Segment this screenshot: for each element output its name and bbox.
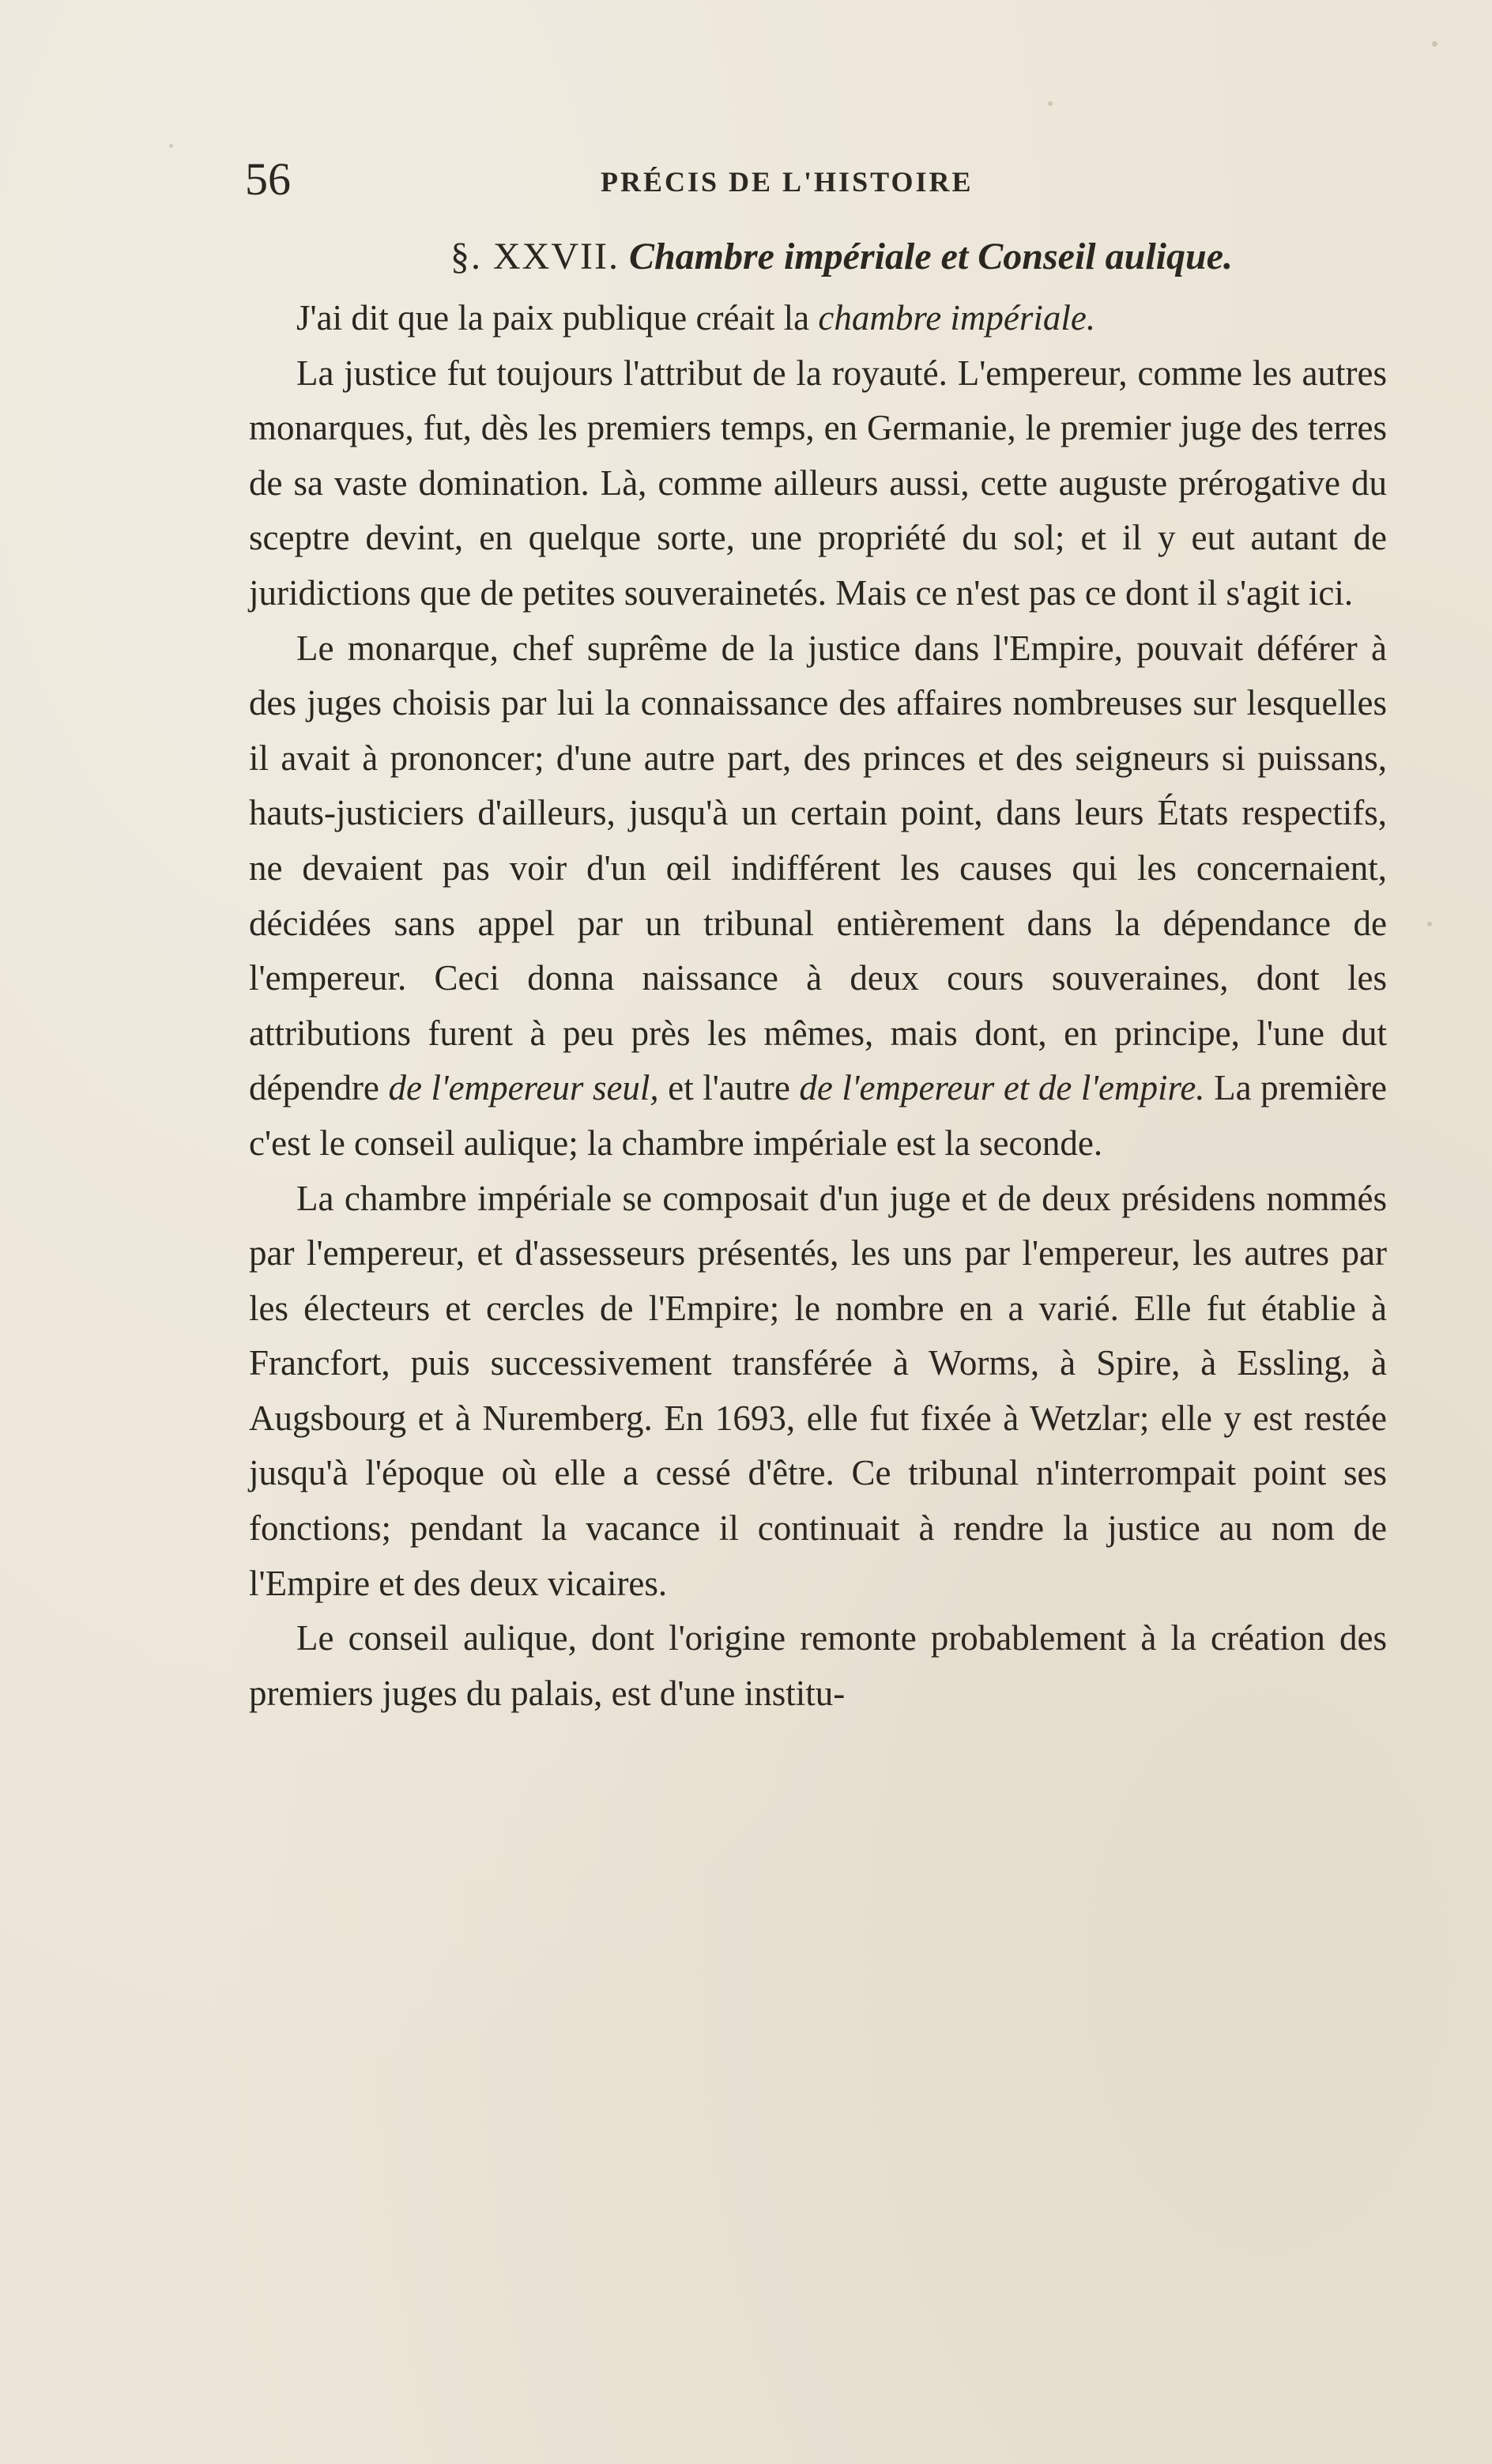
paragraph	[249, 1172, 1387, 1612]
page-number: 56	[245, 153, 291, 205]
italic-text: chambre impériale.	[818, 298, 1096, 338]
paragraph	[249, 291, 1387, 346]
paper-spot	[1427, 922, 1432, 926]
text-run: La chambre impériale se composait d'un juge et de deux présidens nommés par l'empereur, et d'assesseurs présentés, les uns par l'empereur, les autres par les électeurs et cercles de l'Empire; le nombre en a varié. Elle fut établie à Francfort, puis successivement transférée à Worms, à Spire, à Essling, à Augsbourg et à Nuremberg. En 1693, elle fut fixée à Wetzlar; elle y est restée jusqu'à l'époque où elle a cessé d'être. Ce tribunal n'interrompait point ses fonctions; pendant la vacance il continuait à rendre la justice au nom de l'Empire et des deux vicaires.	[249, 1178, 1387, 1603]
paragraph	[249, 1611, 1387, 1721]
italic-text: de l'empereur seul,	[388, 1068, 659, 1108]
text-run: et l'autre	[658, 1068, 800, 1108]
italic-text: de l'empereur et de l'empire.	[799, 1068, 1205, 1108]
text-run: La justice fut toujours l'attribut de la royauté. L'empereur, comme les autres monarques, fut, dès les premiers temps, en Germanie, le premier juge des terres de sa vaste domination. Là, comme ailleurs aussi, cette auguste prérogative du sceptre devint, en quelque sorte, une propriété du sol; et il y eut autant de juridictions que de petites souverainetés. Mais ce n'est pas ce dont il s'agit ici.	[249, 353, 1387, 613]
section-number: §. XXVII.	[450, 236, 620, 277]
paragraph	[249, 346, 1387, 621]
text-run: Le conseil aulique, dont l'origine remonte probablement à la création des premiers juges du palais, est d'une institu-	[249, 1618, 1387, 1713]
paper-spot	[1432, 41, 1437, 47]
text-run: J'ai dit que la paix publique créait la	[296, 298, 819, 338]
section-heading	[249, 229, 1387, 285]
paper-spot	[169, 144, 173, 148]
paper-spot	[1048, 101, 1053, 106]
text-run: Le monarque, chef suprême de la justice dans l'Empire, pouvait déférer à des juges choisis par lui la connaissance des affaires nombreuses sur lesquelles il avait à prononcer; d'une autre part, des princes et des seigneurs si puissans, hauts-justiciers d'ailleurs, jusqu'à un certain point, dans leurs États respectifs, ne devaient pas voir d'un œil indifférent les causes qui les concernaient, décidées sans appel par un tribunal entièrement dans la dépendance de l'empereur. Ceci donna naissance à deux cours souveraines, dont les attributions furent à peu près les mêmes, mais dont, en principe, l'une dut dépendre	[249, 628, 1387, 1108]
paragraphs	[249, 291, 1387, 1721]
running-head	[245, 152, 1391, 207]
text-run: La première c'est le conseil aulique; la chambre impériale est la seconde.	[249, 1068, 1388, 1163]
running-title: PRÉCIS DE L'HISTOIRE	[601, 166, 974, 198]
body-text	[249, 229, 1387, 1721]
paragraph	[249, 621, 1387, 1172]
section-title: Chambre impériale et Conseil aulique.	[628, 236, 1233, 277]
